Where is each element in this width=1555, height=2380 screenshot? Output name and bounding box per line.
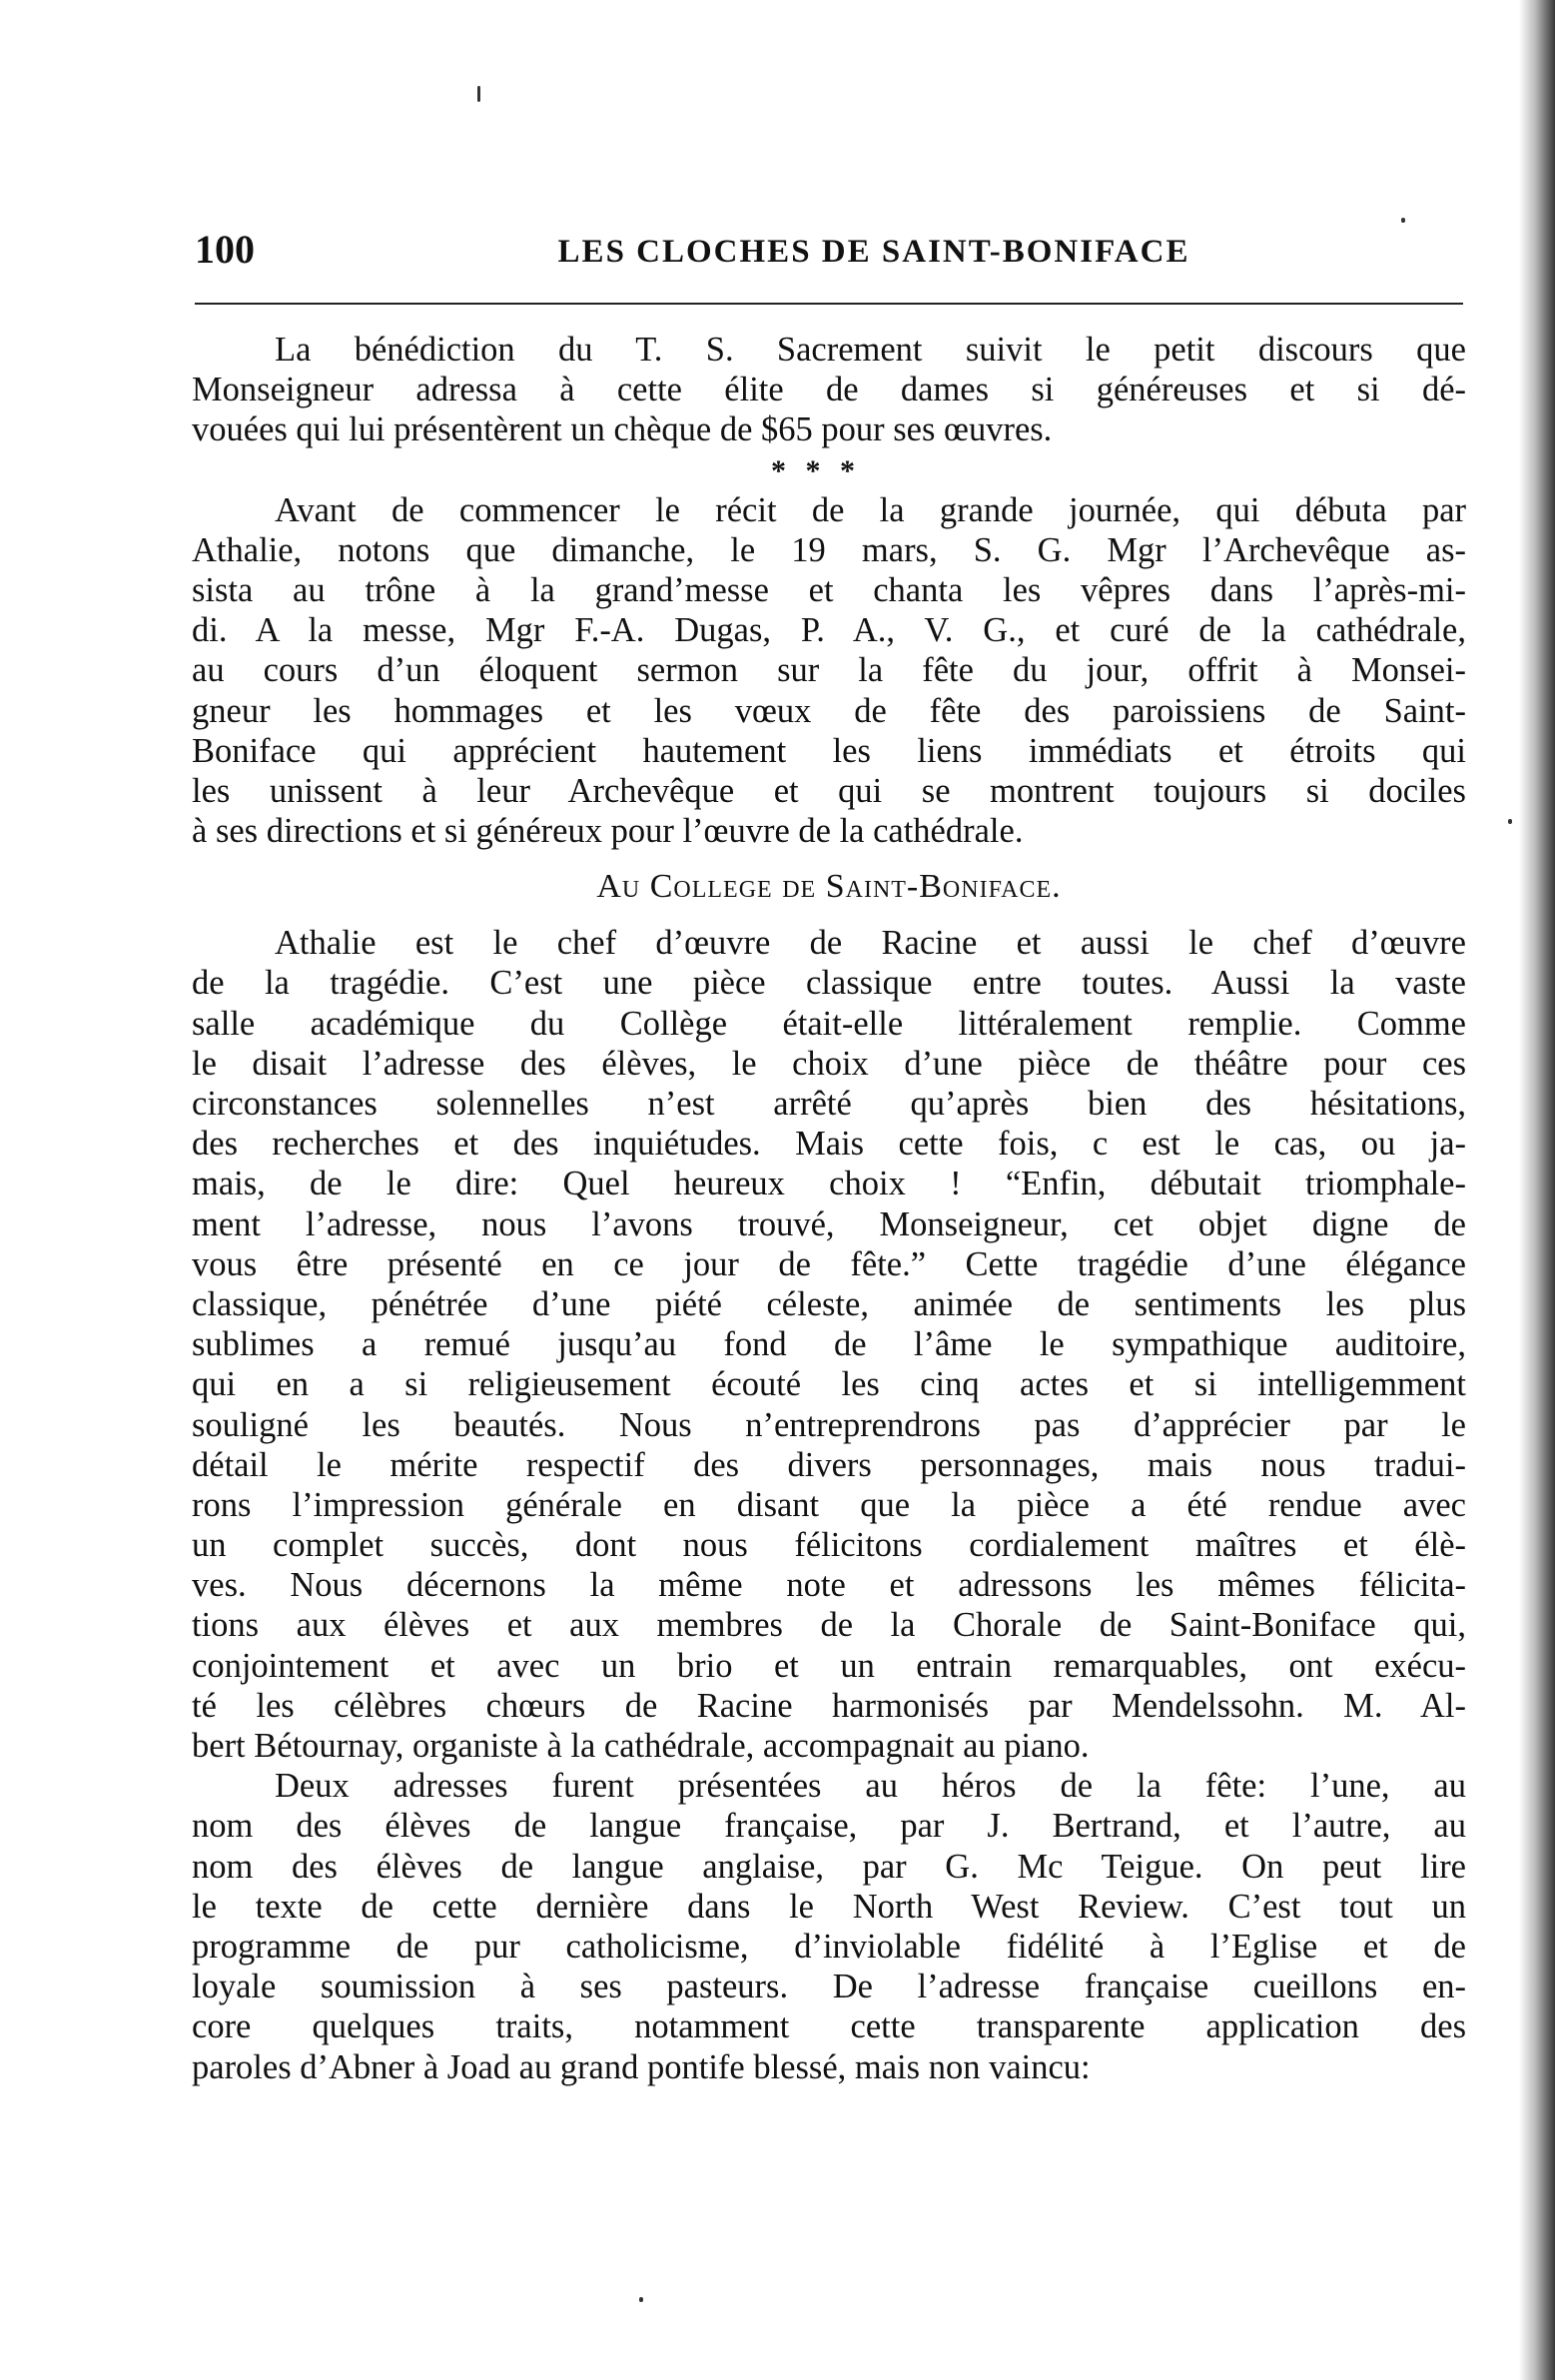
text-line: détail le mérite respectif des divers personnages, mais nous tradui- [192, 1445, 1466, 1484]
scan-speck [1508, 819, 1512, 824]
text-line: Monseigneur adressa à cette élite de dames si généreuses et si dé- [192, 371, 1466, 409]
text-line: ves. Nous décernons la même note et adressons les mêmes félicita- [192, 1566, 1466, 1605]
header-rule [195, 303, 1463, 305]
text-line: le texte de cette dernière dans le North West Review. C’est tout un [192, 1887, 1466, 1926]
text-line: qui en a si religieusement écouté les cinq actes et si intelligemment [192, 1365, 1466, 1404]
text-line: des recherches et des inquiétudes. Mais cette fois, c est le cas, ou ja- [192, 1125, 1466, 1164]
asterism-text: * * * [771, 453, 861, 487]
text-line: Athalie, notons que dimanche, le 19 mars, S. G. Mgr l’Archevêque as- [192, 530, 1466, 569]
text-line: ment l’adresse, nous l’avons trouvé, Monseigneur, cet objet digne de [192, 1204, 1466, 1243]
text-line: paroles d’Abner à Joad au grand pontife blessé, mais non vaincu: [192, 2047, 1091, 2086]
text-line: di. A la messe, Mgr F.-A. Dugas, P. A., V. G., et curé de la cathédrale, [192, 611, 1466, 650]
text-line: vouées qui lui présentèrent un chèque de $65 pour ses œuvres. [192, 410, 1053, 449]
text-line: Avant de commencer le récit de la grande journée, qui débuta par [275, 490, 1466, 529]
text-line: core quelques traits, notamment cette transparente application des [192, 2007, 1466, 2046]
text-line: tions aux élèves et aux membres de la Chorale de Saint-Boniface qui, [192, 1606, 1466, 1645]
text-line: nom des élèves de langue anglaise, par G. Mc Teigue. On peut lire [192, 1847, 1466, 1886]
text-line: programme de pur catholicisme, d’inviolable fidélité à l’Eglise et de [192, 1927, 1466, 1966]
text-line: un complet succès, dont nous félicitons cordialement maîtres et élè- [192, 1526, 1466, 1565]
page-edge-shadow [1519, 0, 1555, 2380]
text-line: mais, de le dire: Quel heureux choix ! “Enfin, débutait triomphale- [192, 1165, 1466, 1203]
page-header [195, 228, 1463, 272]
text-line: vous être présenté en ce jour de fête.” Cette tragédie d’une élégance [192, 1244, 1466, 1283]
text-line: Deux adresses furent présentées au héros de la fête: l’une, au [275, 1767, 1466, 1806]
paragraph-2 [192, 490, 1466, 852]
text-line: circonstances solennelles n’est arrêté qu’après bien des hésitations, [192, 1085, 1466, 1123]
text-line: salle académique du Collège était-elle littéralement remplie. Comme [192, 1004, 1466, 1043]
text-line: au cours d’un éloquent sermon sur la fête du jour, offrit à Monsei- [192, 651, 1466, 690]
scan-speck [477, 86, 480, 102]
text-line: loyale soumission à ses pasteurs. De l’adresse française cueillons en- [192, 1968, 1466, 2006]
scan-speck [1401, 218, 1405, 223]
scan-speck [639, 2297, 643, 2302]
paragraph-3 [192, 923, 1466, 1766]
text-line: souligné les beautés. Nous n’entreprendrons pas d’apprécier par le [192, 1405, 1466, 1444]
text-line: té les célèbres chœurs de Racine harmonisés par Mendelssohn. M. Al- [192, 1686, 1466, 1725]
text-line: Boniface qui apprécient hautement les liens immédiats et étroits qui [192, 731, 1466, 770]
page-number: 100 [195, 227, 255, 272]
paragraph-4 [192, 1766, 1466, 2087]
text-line: les unissent à leur Archevêque et qui se montrent toujours si dociles [192, 771, 1466, 810]
text-line: bert Bétournay, organiste à la cathédrale, accompagnait au piano. [192, 1727, 1090, 1765]
text-line: nom des élèves de langue française, par J. Bertrand, et l’autre, au [192, 1807, 1466, 1846]
text-line: conjointement et avec un brio et un entrain remarquables, ont exécu- [192, 1646, 1466, 1685]
asterism [192, 450, 1466, 490]
text-line: classique, pénétrée d’une piété céleste, animée de sentiments les plus [192, 1284, 1466, 1323]
section-title: Au College de Saint-Boniface. [596, 868, 1062, 906]
text-line: gneur les hommages et les vœux de fête des paroissiens de Saint- [192, 691, 1466, 730]
text-line: rons l’impression générale en disant que la pièce a été rendue avec [192, 1485, 1466, 1524]
text-line: Athalie est le chef d’œuvre de Racine et aussi le chef d’œuvre [275, 924, 1466, 963]
text-line: sista au trône à la grand’messe et chanta les vêpres dans l’après-mi- [192, 570, 1466, 609]
paragraph-1 [192, 330, 1466, 450]
text-line: de la tragédie. C’est une pièce classique entre toutes. Aussi la vaste [192, 964, 1466, 1003]
text-line: La bénédiction du T. S. Sacrement suivit le petit discours que [275, 331, 1466, 369]
text-line: le disait l’adresse des élèves, le choix d’une pièce de théâtre pour ces [192, 1044, 1466, 1083]
running-title: LES CLOCHES DE SAINT-BONIFACE [557, 234, 1190, 270]
text-line: à ses directions et si généreux pour l’œuvre de la cathédrale. [192, 812, 1024, 851]
body-text [192, 330, 1466, 2087]
text-line: sublimes a remué jusqu’au fond de l’âme le sympathique auditoire, [192, 1325, 1466, 1364]
